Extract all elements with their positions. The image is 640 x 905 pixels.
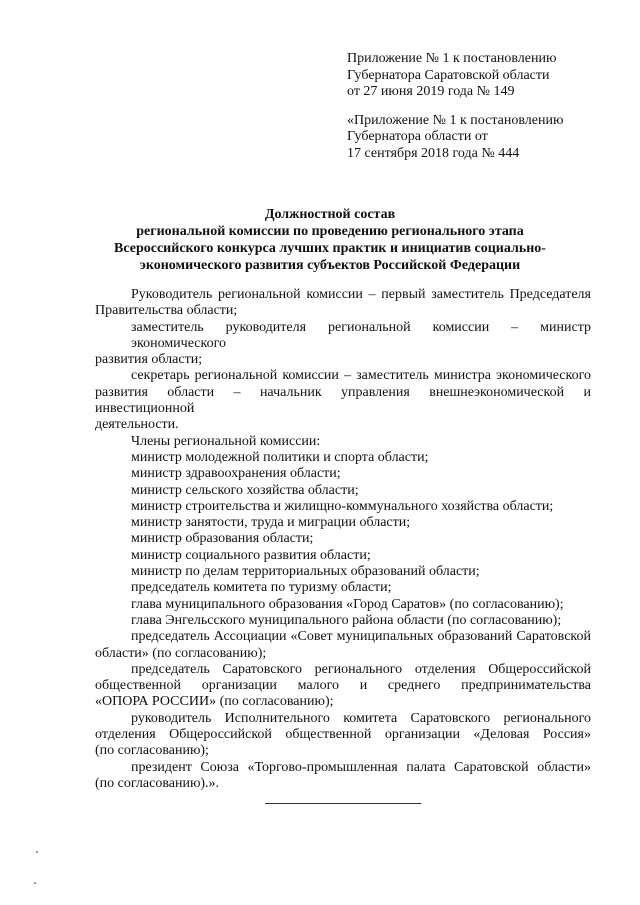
list-item bbox=[95, 450, 591, 466]
list-item bbox=[95, 548, 591, 564]
list-line: президент Союза «Торгово-промышленная палата Саратовской области» bbox=[131, 759, 591, 775]
title-line: экономического развития субъектов Российской Федерации bbox=[139, 258, 521, 273]
list-line: Члены региональной комиссии: bbox=[131, 433, 321, 449]
list-line: министр по делам территориальных образований области; bbox=[131, 564, 480, 580]
title-line: Всероссийского конкурса лучших практик и инициатив социально- bbox=[114, 241, 546, 256]
list-line: (по согласованию); bbox=[95, 743, 209, 759]
closing-divider bbox=[265, 803, 421, 804]
list-item bbox=[95, 597, 591, 613]
list-item bbox=[95, 564, 591, 580]
list-line: развития области; bbox=[95, 352, 203, 368]
header-line: «Приложение № 1 к постановлению bbox=[347, 112, 564, 128]
appendix-reference-original bbox=[347, 113, 627, 163]
list-line: министр занятости, труда и миграции области; bbox=[131, 515, 411, 531]
header-line: Губернатора Саратовской области bbox=[347, 67, 550, 83]
list-item bbox=[95, 613, 591, 629]
list-line: министр молодежной политики и спорта области; bbox=[131, 449, 429, 465]
list-line: министр сельского хозяйства области; bbox=[131, 482, 359, 498]
header-line: 17 сентября 2018 года № 444 bbox=[347, 145, 520, 161]
list-line: области» (по согласованию); bbox=[95, 645, 267, 661]
list-line: глава муниципального образования «Город Саратов» (по согласованию); bbox=[131, 596, 564, 612]
list-line: руководитель Исполнительного комитета Саратовского регионального bbox=[131, 710, 591, 726]
list-line: министр социального развития области; bbox=[131, 547, 371, 563]
header-line: от 27 июня 2019 года № 149 bbox=[347, 84, 515, 99]
document-title bbox=[60, 206, 600, 274]
scan-artifact bbox=[34, 882, 36, 884]
list-line: развития области – начальник управления внешнеэкономической и инвестиционной bbox=[95, 384, 591, 417]
list-item bbox=[95, 760, 591, 793]
list-item bbox=[95, 711, 591, 760]
list-item bbox=[95, 531, 591, 547]
list-line: председатель Ассоциации «Совет муниципальных образований Саратовской bbox=[131, 629, 591, 645]
appendix-header bbox=[347, 51, 627, 174]
list-item bbox=[95, 287, 591, 320]
list-item bbox=[95, 434, 591, 450]
list-line: председатель комитета по туризму области; bbox=[131, 580, 392, 596]
list-item bbox=[95, 483, 591, 499]
list-item bbox=[95, 580, 591, 596]
list-line: отделения Общероссийской общественной организации «Деловая Россия» bbox=[95, 727, 591, 743]
list-line: министр здравоохранения области; bbox=[131, 466, 341, 482]
title-line: региональной комиссии по проведению регионального этапа bbox=[136, 224, 524, 239]
commission-list bbox=[95, 287, 591, 792]
list-line: «ОПОРА РОССИИ» (по согласованию); bbox=[95, 694, 334, 710]
list-line: деятельности. bbox=[95, 417, 179, 433]
list-line: Правительства области; bbox=[95, 303, 238, 319]
list-line: секретарь региональной комиссии – заместитель министра экономического bbox=[131, 368, 591, 384]
list-line: министр образования области; bbox=[131, 531, 314, 547]
list-item bbox=[95, 320, 591, 369]
appendix-reference-current bbox=[347, 51, 627, 101]
list-line: председатель Саратовского регионального отделения Общероссийской bbox=[131, 661, 591, 677]
list-line: Руководитель региональной комиссии – первый заместитель Председателя bbox=[131, 287, 591, 302]
list-line: министр строительства и жилищно-коммунального хозяйства области; bbox=[131, 498, 554, 514]
list-line: общественной организации малого и среднего предпринимательства bbox=[95, 678, 591, 694]
header-line: Приложение № 1 к постановлению bbox=[347, 51, 557, 66]
list-line: (по согласованию).». bbox=[95, 775, 220, 791]
list-item bbox=[95, 662, 591, 711]
list-item bbox=[95, 515, 591, 531]
list-item bbox=[95, 499, 591, 515]
list-line: глава Энгельсского муниципального района области (по согласованию); bbox=[131, 612, 562, 628]
scan-artifact bbox=[36, 851, 38, 853]
list-item bbox=[95, 368, 591, 433]
header-line: Губернатора области от bbox=[347, 129, 488, 144]
list-item bbox=[95, 629, 591, 662]
list-item bbox=[95, 466, 591, 482]
title-line: Должностной состав bbox=[264, 207, 396, 222]
list-line: заместитель руководителя региональной комиссии – министр экономического bbox=[131, 319, 591, 351]
